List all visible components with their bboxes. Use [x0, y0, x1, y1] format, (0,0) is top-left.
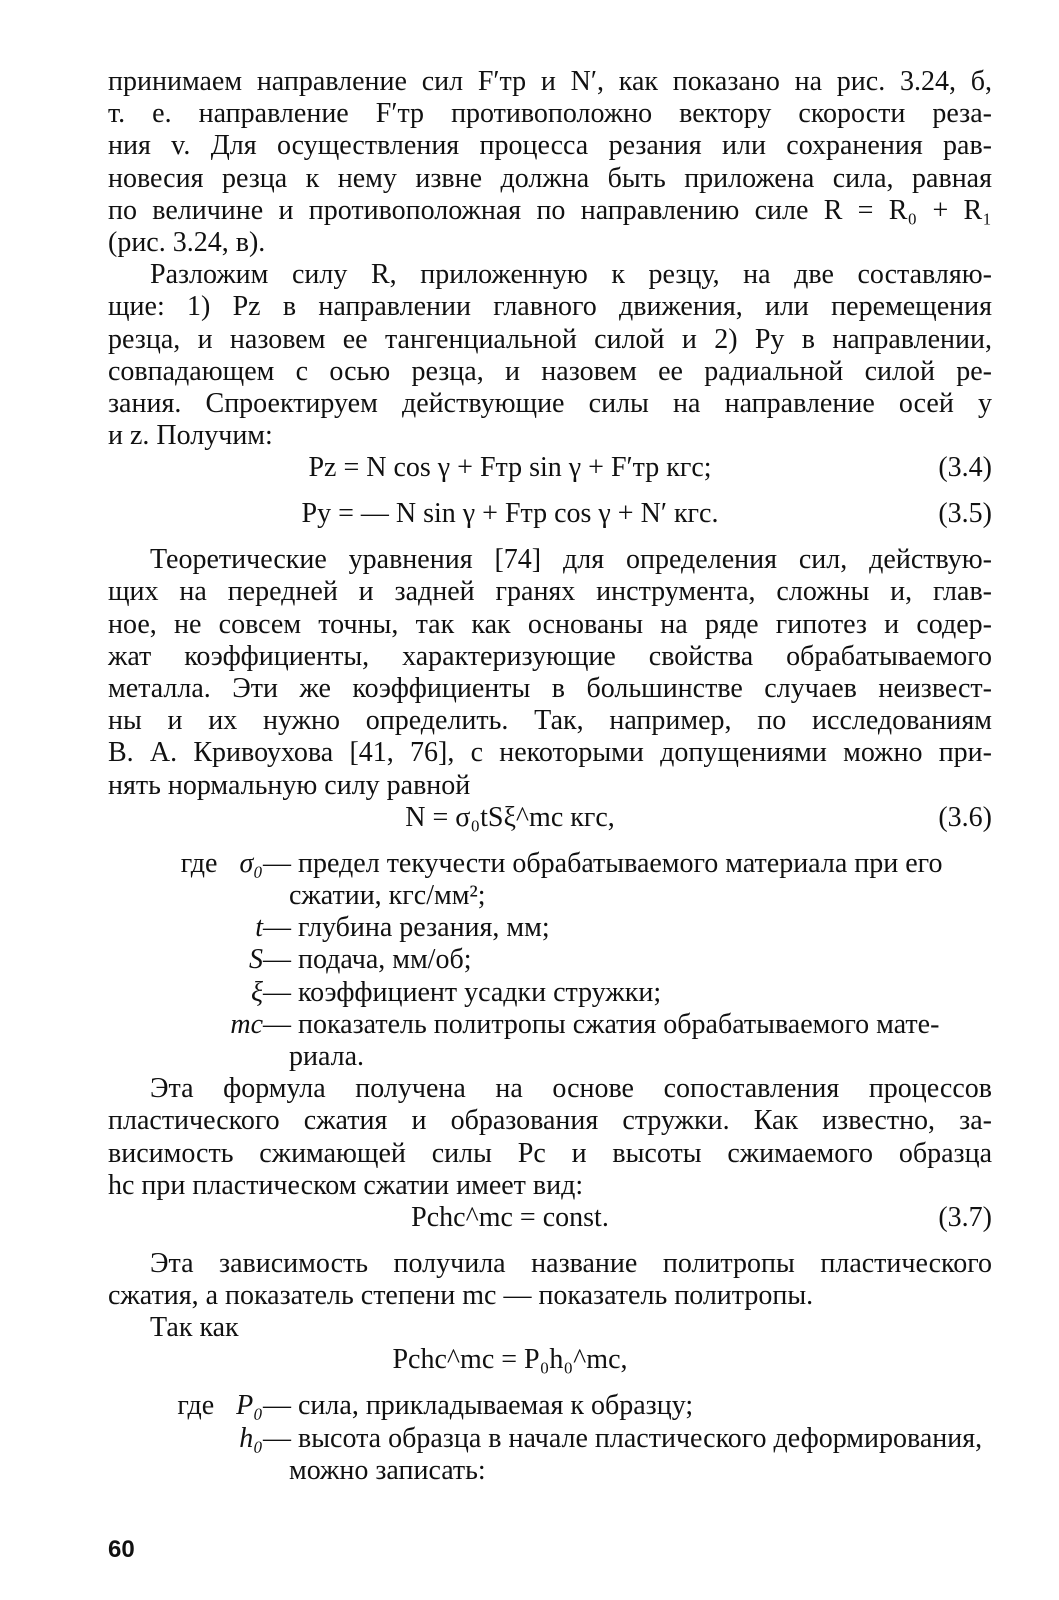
equation-3-4 — [108, 452, 992, 498]
definition-item — [108, 912, 992, 944]
text-line: принимаем направление сил F′тр и N′, как показано на рис. 3.24, б, — [108, 66, 992, 97]
text-line: совпадающем с осью резца, и назовем ее радиальной силой ре- — [108, 355, 992, 387]
definition-line: — подача, мм/об; — [263, 944, 472, 976]
equation-3-5 — [108, 498, 992, 544]
text-line: т. е. направление F′тр противоположно вектору скорости реза- — [108, 98, 992, 130]
paragraph-2 — [108, 259, 992, 452]
text-line: сжатия, а показатель степени mс — показатель политропы. — [108, 1280, 814, 1312]
equation-expression: Pсhс^mс = const. — [411, 1201, 609, 1233]
text-line: Разложим силу R, приложенную к резцу, на две составляю- — [150, 259, 992, 291]
definition-text — [263, 1009, 992, 1073]
equation-3-7 — [108, 1202, 992, 1248]
definition-line: сжатии, кгс/мм²; — [289, 879, 486, 911]
definition-lead: где — [180, 847, 218, 879]
definition-item — [108, 1009, 992, 1073]
page-number: 60 — [108, 1536, 135, 1563]
definition-item — [108, 1423, 992, 1487]
definition-item — [108, 848, 992, 912]
definition-text — [263, 944, 992, 976]
definition-line: — сила, прикладываемая к образцу; — [263, 1390, 694, 1422]
equation-number: (3.4) — [938, 452, 992, 484]
definition-symbol: mс — [230, 1008, 263, 1040]
text-line: висимость сжимающей силы Pс и высоты сжимаемого образца — [108, 1137, 992, 1169]
paragraph-1 — [108, 66, 992, 259]
definition-symbol: t — [255, 912, 263, 944]
definition-item — [108, 1390, 992, 1422]
definition-symbol: σ₀ — [239, 847, 263, 879]
definition-term — [108, 944, 263, 976]
text-line: нять нормальную силу равной — [108, 769, 471, 801]
paragraph-4 — [108, 1073, 992, 1202]
text-line: металла. Эти же коэффициенты в большинстве случаев неизвест- — [108, 673, 992, 704]
equation-expression: N = σ₀tSξ^mс кгс, — [405, 801, 615, 833]
definition-symbol: ξ — [251, 976, 263, 1008]
text-line: ны и их нужно определить. Так, например, по исследованиям — [108, 705, 992, 737]
definition-symbol: S — [249, 944, 263, 976]
text-line: резца, и назовем ее тангенциальной силой и 2) Py в направлении, — [108, 323, 992, 355]
definition-symbol: P₀ — [236, 1390, 263, 1422]
definition-lead: где — [177, 1390, 215, 1422]
definition-line: — коэффициент усадки стружки; — [263, 976, 662, 1008]
definitions-list-2 — [108, 1390, 992, 1487]
text-line: ния v. Для осуществления процесса резания или сохранения рав- — [108, 130, 992, 162]
definition-item — [108, 977, 992, 1009]
definition-term — [108, 977, 263, 1009]
definition-line: можно записать: — [289, 1454, 486, 1486]
text-line: новесия резца к нему извне должна быть приложена сила, равная — [108, 162, 992, 194]
text-line: щих на передней и задней гранях инструмента, сложны и, глав- — [108, 576, 992, 608]
text-line: Эта зависимость получила название политропы пластического — [150, 1247, 992, 1279]
definition-line: — предел текучести обрабатываемого материала при его — [263, 847, 943, 879]
equation-expression: Pсhс^mс = P₀h₀^mс, — [392, 1344, 628, 1376]
equation-3-6 — [108, 802, 992, 848]
text-line: жат коэффициенты, характеризующие свойства обрабатываемого — [108, 640, 992, 672]
definition-line: — показатель политропы сжатия обрабатываемого мате- — [263, 1008, 940, 1040]
definition-line: — глубина резания, мм; — [263, 912, 550, 944]
text-line: зания. Спроектируем действующие силы на направление осей y — [108, 387, 992, 419]
definition-text — [263, 1390, 992, 1422]
text-line: и z. Получим: — [108, 420, 273, 452]
equation-unnumbered — [108, 1344, 992, 1390]
definition-line: риала. — [289, 1040, 365, 1072]
definition-term — [108, 1009, 263, 1073]
definition-term — [108, 1423, 263, 1487]
equation-expression: Pz = N cos γ + Fтр sin γ + F′тр кгс; — [308, 452, 712, 484]
definition-text — [263, 1423, 992, 1487]
definition-term — [108, 912, 263, 944]
definition-text — [263, 912, 992, 944]
text-line: по величине и противоположная по направлению силе R = R₀ + R₁ — [108, 194, 992, 226]
definitions-list-1 — [108, 848, 992, 1073]
paragraph-3 — [108, 544, 992, 802]
text-line: Эта формула получена на основе сопоставления процессов — [150, 1073, 992, 1105]
definition-symbol: h₀ — [239, 1422, 263, 1454]
text-line: hс при пластическом сжатии имеет вид: — [108, 1169, 584, 1201]
paragraph-5 — [108, 1248, 992, 1312]
equation-number: (3.6) — [938, 801, 992, 833]
equation-expression: Py = — N sin γ + Fтр cos γ + N′ кгс. — [301, 498, 719, 530]
equation-number: (3.5) — [938, 498, 992, 530]
definition-text — [263, 977, 992, 1009]
equation-number: (3.7) — [938, 1201, 992, 1233]
definition-item — [108, 944, 992, 976]
text-column — [108, 66, 992, 1487]
text-line: ное, не совсем точны, так как основаны на ряде гипотез и содер- — [108, 608, 992, 640]
paragraph-6: Так как — [150, 1312, 239, 1344]
definition-term — [108, 848, 263, 912]
definition-text — [263, 848, 992, 912]
text-line: пластического сжатия и образования стружки. Как известно, за- — [108, 1105, 992, 1137]
text-line: (рис. 3.24, в). — [108, 226, 266, 258]
text-line: Теоретические уравнения [74] для определения сил, действую- — [150, 544, 992, 576]
text-line: В. А. Кривоухова [41, 76], с некоторыми допущениями можно при- — [108, 737, 992, 769]
text-line: щие: 1) Pz в направлении главного движения, или перемещения — [108, 291, 992, 323]
definition-term — [108, 1390, 263, 1422]
definition-line: — высота образца в начале пластического деформирования, — [263, 1422, 983, 1454]
